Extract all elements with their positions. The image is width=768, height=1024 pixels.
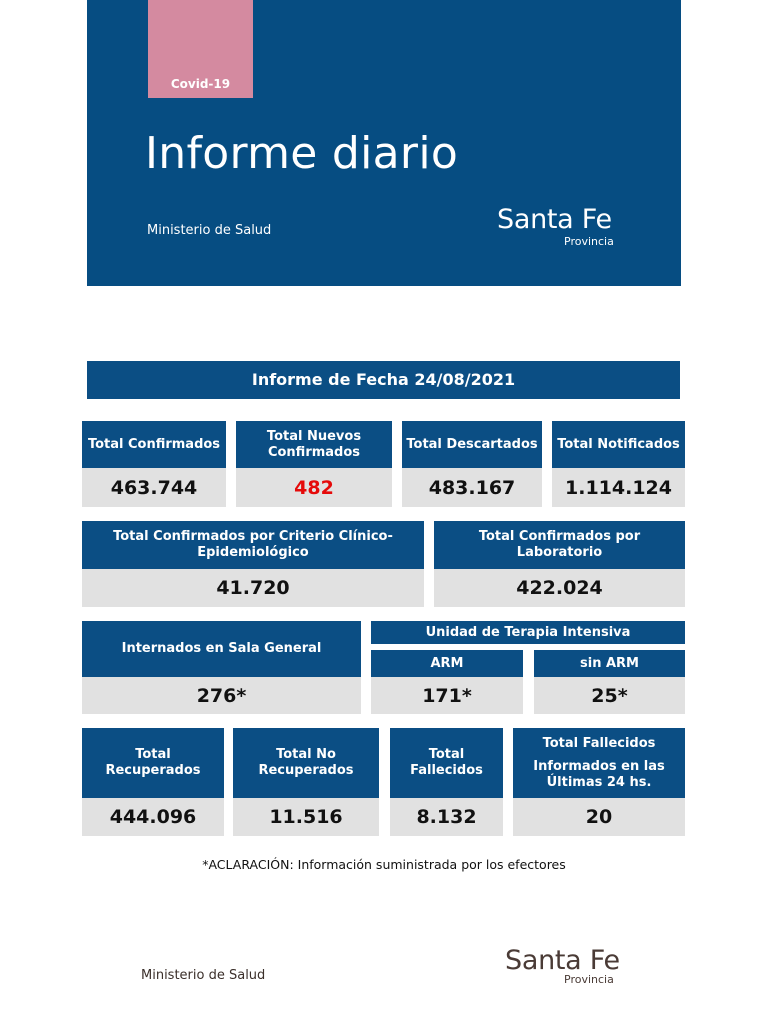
total-nuevos-label: Total Nuevos Confirmados: [236, 421, 392, 468]
fallecidos-24h-label: [513, 728, 685, 798]
sin-arm-value: 25*: [534, 677, 685, 714]
fallecidos-24h-value: 20: [513, 798, 685, 836]
page-title: Informe diario: [145, 128, 459, 179]
laboratorio-label: Total Confirmados por Laboratorio: [434, 521, 685, 569]
arm-value: 171*: [371, 677, 523, 714]
sala-general-value: 276*: [82, 677, 361, 714]
no-recuperados-label: Total No Recuperados: [233, 728, 379, 798]
total-nuevos-value: 482: [236, 468, 392, 507]
criterio-clinico-value: 41.720: [82, 569, 424, 607]
covid-tag-label: Covid-19: [170, 77, 231, 91]
report-date-title: Informe de Fecha 24/08/2021: [87, 361, 680, 399]
header-ministry: Ministerio de Salud: [147, 223, 272, 238]
total-confirmados-value: 463.744: [82, 468, 226, 507]
total-descartados-label: Total Descartados: [402, 421, 542, 468]
sala-general-label: Internados en Sala General: [82, 621, 361, 677]
footer-ministry: Ministerio de Salud: [141, 968, 266, 983]
clarification-note: *ACLARACIÓN: Información suministrada por los efectores: [202, 857, 566, 872]
fallecidos-value: 8.132: [390, 798, 503, 836]
uti-label: Unidad de Terapia Intensiva: [371, 621, 685, 644]
total-confirmados-label: Total Confirmados: [82, 421, 226, 468]
criterio-clinico-label: Total Confirmados por Criterio Clínico-Epidemiológico: [82, 521, 424, 569]
sin-arm-label: sin ARM: [534, 650, 685, 677]
recuperados-label: Total Recuperados: [82, 728, 224, 798]
header-brand-logo: Santa Fe: [497, 204, 612, 235]
fallecidos-24h-subtitle: Informados en las Últimas 24 hs.: [533, 759, 665, 790]
fallecidos-24h-title: Total Fallecidos: [542, 735, 656, 751]
total-notificados-label: Total Notificados: [552, 421, 685, 468]
header-brand-sub: Provincia: [564, 235, 614, 248]
recuperados-value: 444.096: [82, 798, 224, 836]
arm-label: ARM: [371, 650, 523, 677]
total-descartados-value: 483.167: [402, 468, 542, 507]
total-notificados-value: 1.114.124: [552, 468, 685, 507]
no-recuperados-value: 11.516: [233, 798, 379, 836]
footer-brand-sub: Provincia: [564, 973, 614, 986]
footer-brand-logo: Santa Fe: [505, 945, 620, 976]
fallecidos-label: Total Fallecidos: [390, 728, 503, 798]
laboratorio-value: 422.024: [434, 569, 685, 607]
